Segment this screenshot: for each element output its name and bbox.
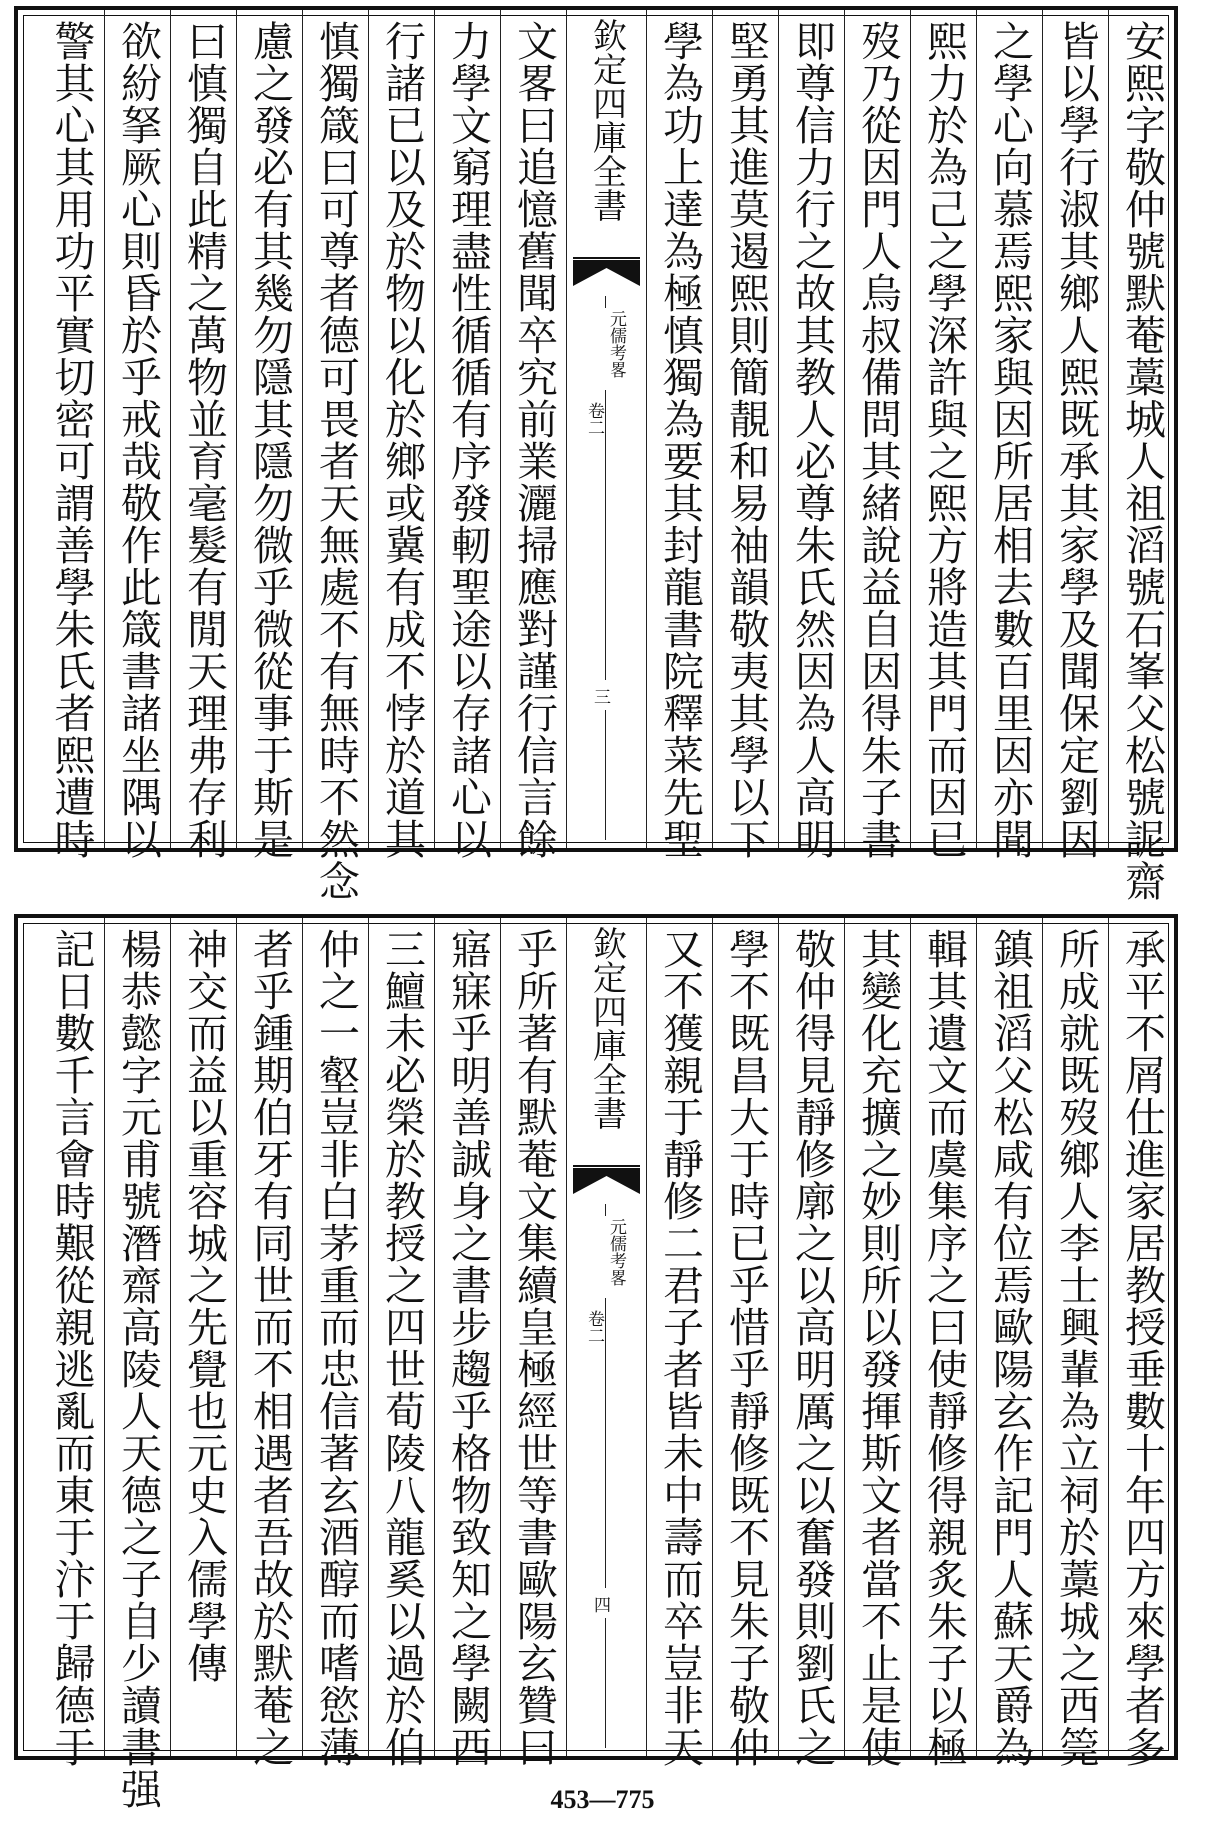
column-text: 欲紛拏厥心則昏於乎戒哉敬作此箴書諸坐隅以 xyxy=(114,20,162,860)
fold-line xyxy=(605,1204,606,1216)
text-column xyxy=(844,918,910,1768)
column-text: 安熙字敬仲號默菴藁城人祖滔號石峯父松號䛏齋 xyxy=(1118,20,1166,902)
text-column xyxy=(778,10,844,860)
text-column xyxy=(302,918,368,1768)
column-text: 警其心其用功平實切密可謂善學朱氏者熙遭時 xyxy=(47,20,96,860)
column-text: 敬仲得見靜修廓之以高明厲之以奮發則劉氏之 xyxy=(788,928,836,1768)
page-number: 453—775 xyxy=(550,1785,655,1814)
text-column xyxy=(236,10,302,860)
fold-line xyxy=(605,296,606,308)
fold-line xyxy=(605,390,606,680)
column-text: 即尊信力行之故其教人必尊朱氏然因為人高明 xyxy=(788,20,836,860)
text-column xyxy=(910,10,976,860)
text-column xyxy=(976,10,1042,860)
text-column xyxy=(38,10,104,860)
text-column xyxy=(712,10,778,860)
fold-line xyxy=(605,710,606,840)
column-text: 楊恭懿字元甫號潛齋高陵人天德之子自少讀書强 xyxy=(114,928,162,1810)
text-column xyxy=(1042,918,1108,1768)
column-text: 記日數千言會時艱從親逃亂而東于汴于歸德于 xyxy=(47,928,96,1768)
column-text: 曰慎獨自此精之萬物並育毫髮有閒天理弗存利 xyxy=(180,20,228,860)
text-column xyxy=(368,10,434,860)
juan-label: 卷二 xyxy=(584,402,604,436)
text-column xyxy=(302,10,368,902)
fishtail-icon xyxy=(573,256,640,290)
book-title-box xyxy=(567,18,646,246)
text-column xyxy=(500,918,566,1768)
text-column xyxy=(976,918,1042,1768)
text-column xyxy=(500,10,566,860)
text-column xyxy=(646,918,712,1768)
column-text: 所成就既歿鄉人李士興輩為立祠於藁城之西筦 xyxy=(1052,928,1100,1768)
column-text: 學不既昌大于時已乎惜乎靜修既不見朱子敬仲 xyxy=(722,928,770,1768)
column-text: 歿乃從因門人烏叔備問其緒說益自因得朱子書 xyxy=(854,20,902,860)
column-text: 三鱣未必榮於教授之四世荀陵八龍奚以過於伯 xyxy=(378,928,426,1768)
book-title: 欽定四庫全書 xyxy=(586,926,627,1130)
column-text: 學為功上達為極慎獨為要其封龍書院釋菜先聖 xyxy=(656,20,704,860)
juan-label: 卷二 xyxy=(584,1310,604,1344)
folio-number: 四 xyxy=(590,1596,610,1613)
column-text: 寤寐乎明善誠身之書步趨乎格物致知之學闕西 xyxy=(444,928,492,1768)
book-title: 欽定四庫全書 xyxy=(586,18,627,222)
column-text: 者乎鍾期伯牙有同世而不相遇者吾故於默菴之 xyxy=(246,928,294,1768)
text-column xyxy=(1042,10,1108,860)
text-column xyxy=(712,918,778,1768)
text-column xyxy=(236,918,302,1768)
column-text: 堅勇其進莫遏熙則簡靚和易䄂韻敬夷其學以下 xyxy=(722,20,770,860)
text-column xyxy=(104,10,170,860)
fishtail-icon xyxy=(573,1164,640,1198)
book-name: 元儒考畧 xyxy=(606,310,626,378)
column-text: 力學文窮理盡性循循有序發軔聖途以存諸心以 xyxy=(444,20,492,860)
text-column xyxy=(646,10,712,860)
center-fold-column xyxy=(566,918,646,1756)
column-text: 皆以學行淑其鄉人熙既承其家學及聞保定劉因 xyxy=(1052,20,1100,860)
column-text: 行諸已以及於物以化於鄉或冀有成不悖於道其 xyxy=(378,20,426,860)
text-column xyxy=(434,10,500,860)
text-column xyxy=(1108,918,1174,1768)
text-column xyxy=(778,918,844,1768)
text-column xyxy=(1108,10,1174,902)
book-title-box xyxy=(567,926,646,1154)
column-text: 鎮祖滔父松咸有位焉歐陽玄作記門人蘇天爵為 xyxy=(986,928,1034,1768)
text-column xyxy=(170,918,236,1756)
text-column xyxy=(38,918,104,1768)
text-column xyxy=(844,10,910,860)
column-text: 慎獨箴曰可尊者德可畏者天無處不有無時不然念 xyxy=(312,20,360,902)
text-column xyxy=(104,918,170,1810)
column-text: 乎所著有默菴文集續皇極經世等書歐陽玄贊曰 xyxy=(510,928,558,1768)
top-page xyxy=(14,6,1178,902)
column-text: 文畧曰追憶舊聞卒究前業灑掃應對謹行信言餘 xyxy=(510,20,558,860)
column-text: 仲之一壑豈非白茅重而忠信著玄酒醇而嗜慾薄 xyxy=(312,928,360,1768)
column-text: 又不獲親于靜修二君子者皆未中壽而卒豈非天 xyxy=(656,928,704,1768)
folio-number: 三 xyxy=(590,688,610,705)
column-text: 熙力於為己之學深許與之熙方將造其門而因已 xyxy=(920,20,968,860)
column-text: 慮之發必有其幾勿隱其隱勿微乎微從事于斯是 xyxy=(246,20,294,860)
fold-line xyxy=(605,1618,606,1748)
center-fold-column xyxy=(566,10,646,848)
text-column xyxy=(170,10,236,860)
text-column xyxy=(434,918,500,1768)
book-name: 元儒考畧 xyxy=(606,1218,626,1286)
top-page-columns xyxy=(18,10,1174,902)
text-column xyxy=(910,918,976,1768)
column-text: 承平不屑仕進家居教授垂數十年四方來學者多 xyxy=(1118,928,1166,1768)
fold-line xyxy=(605,1298,606,1588)
column-text: 神交而益以重容城之先覺也元史入儒學傳 xyxy=(180,928,228,1684)
column-text: 之學心向慕焉熙家與因所居相去數百里因亦聞 xyxy=(986,20,1034,860)
text-column xyxy=(368,918,434,1768)
column-text: 輯其遺文而虞集序之曰使靜修得親炙朱子以極 xyxy=(920,928,968,1768)
column-text: 其變化充擴之妙則所以發揮斯文者當不止是使 xyxy=(854,928,902,1768)
